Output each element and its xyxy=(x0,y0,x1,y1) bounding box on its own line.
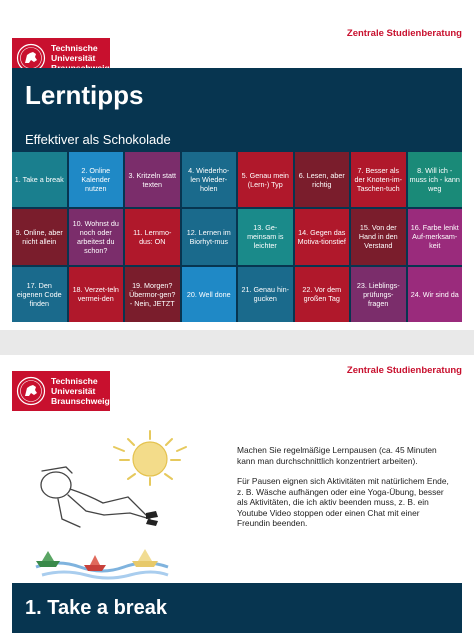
page-title: Lerntipps xyxy=(25,80,144,110)
tip-tile-3[interactable]: 3. Kritzeln statt texten xyxy=(125,152,180,207)
tip-tile-9[interactable]: 9. Online, aber nicht allein xyxy=(12,209,67,264)
shoe-icon xyxy=(146,519,158,526)
tip-tile-24[interactable]: 24. Wir sind da xyxy=(408,267,463,322)
logo-line-3: Braunschweig xyxy=(51,396,110,406)
tip-tile-1[interactable]: 1. Take a break xyxy=(12,152,67,207)
tip-heading: 1. Take a break xyxy=(25,596,167,619)
tip-tile-21[interactable]: 21. Genau hin-gucken xyxy=(238,267,293,322)
slide-separator xyxy=(0,330,474,355)
tip-description xyxy=(237,445,452,539)
department-label: Zentrale Studienberatung xyxy=(346,28,462,39)
tip-tile-22[interactable]: 22. Vor dem großen Tag xyxy=(295,267,350,322)
tip-tile-13[interactable]: 13. Ge-meinsam is leichter xyxy=(238,209,293,264)
tip-tile-17[interactable]: 17. Den eigenen Code finden xyxy=(12,267,67,322)
paragraph-1: Machen Sie regelmäßige Lernpausen (ca. 45 Minuten kann man durchschnittlich konzentriert arbeiten). xyxy=(237,445,437,466)
tips-grid xyxy=(12,152,462,322)
tip-tile-7[interactable]: 7. Besser als der Knoten-im-Taschen-tuch xyxy=(351,152,406,207)
tip-heading-bar xyxy=(12,583,462,633)
tip-tile-20[interactable]: 20. Well done xyxy=(182,267,237,322)
logo-line-1: Technische xyxy=(51,43,98,53)
slide-take-a-break xyxy=(0,355,474,632)
water-waves xyxy=(42,572,168,578)
logo-line-2: Universität xyxy=(51,386,96,396)
tip-tile-10[interactable]: 10. Wohnst du noch oder arbeitest du schon? xyxy=(69,209,124,264)
tip-tile-4[interactable]: 4. Wiederho-len Wieder-holen xyxy=(182,152,237,207)
tip-tile-16[interactable]: 16. Farbe lenkt Auf-merksam-keit xyxy=(408,209,463,264)
tip-tile-18[interactable]: 18. Verzet-teln vermei-den xyxy=(69,267,124,322)
tip-tile-12[interactable]: 12. Lernen im Biorhyt-mus xyxy=(182,209,237,264)
university-logo-2 xyxy=(12,371,110,411)
tip-tile-2[interactable]: 2. Online Kalender nutzen xyxy=(69,152,124,207)
paper-boat-red-icon xyxy=(84,555,106,571)
tip-tile-15[interactable]: 15. Von der Hand in den Verstand xyxy=(351,209,406,264)
logo-line-2: Universität xyxy=(51,53,96,63)
tip-tile-19[interactable]: 19. Morgen? Übermor-gen? - Nein, JETZT xyxy=(125,267,180,322)
relaxing-figure-illustration xyxy=(28,427,208,587)
paper-boat-yellow-icon xyxy=(132,549,158,567)
page-subtitle: Effektiver als Schokolade xyxy=(25,132,171,147)
paper-boat-green-icon xyxy=(36,551,60,567)
lion-seal-icon xyxy=(16,376,46,406)
tip-tile-23[interactable]: 23. Lieblings-prüfungs-fragen xyxy=(351,267,406,322)
logo-line-1: Technische xyxy=(51,376,98,386)
sun-icon xyxy=(114,431,186,485)
tip-tile-11[interactable]: 11. Lernmo-dus: ON xyxy=(125,209,180,264)
department-label-2: Zentrale Studienberatung xyxy=(346,365,462,376)
tip-tile-6[interactable]: 6. Lesen, aber richtig xyxy=(295,152,350,207)
tip-tile-14[interactable]: 14. Gegen das Motiva-tionstief xyxy=(295,209,350,264)
tip-tile-8[interactable]: 8. Will ich - muss ich - kann weg xyxy=(408,152,463,207)
paragraph-2: Für Pausen eignen sich Aktivitäten mit natürlichem Ende, z. B. Wäsche aufhängen oder eine Yoga-Übung, besser als Aktivitäten, die ich aktiv beenden muss, z. B. ein Youtube Video stoppen oder einen Chat mit einer Freundin beenden. xyxy=(237,476,449,528)
shoe-icon xyxy=(146,511,158,519)
tip-tile-5[interactable]: 5. Genau mein (Lern-) Typ xyxy=(238,152,293,207)
tips-panel xyxy=(12,68,462,322)
